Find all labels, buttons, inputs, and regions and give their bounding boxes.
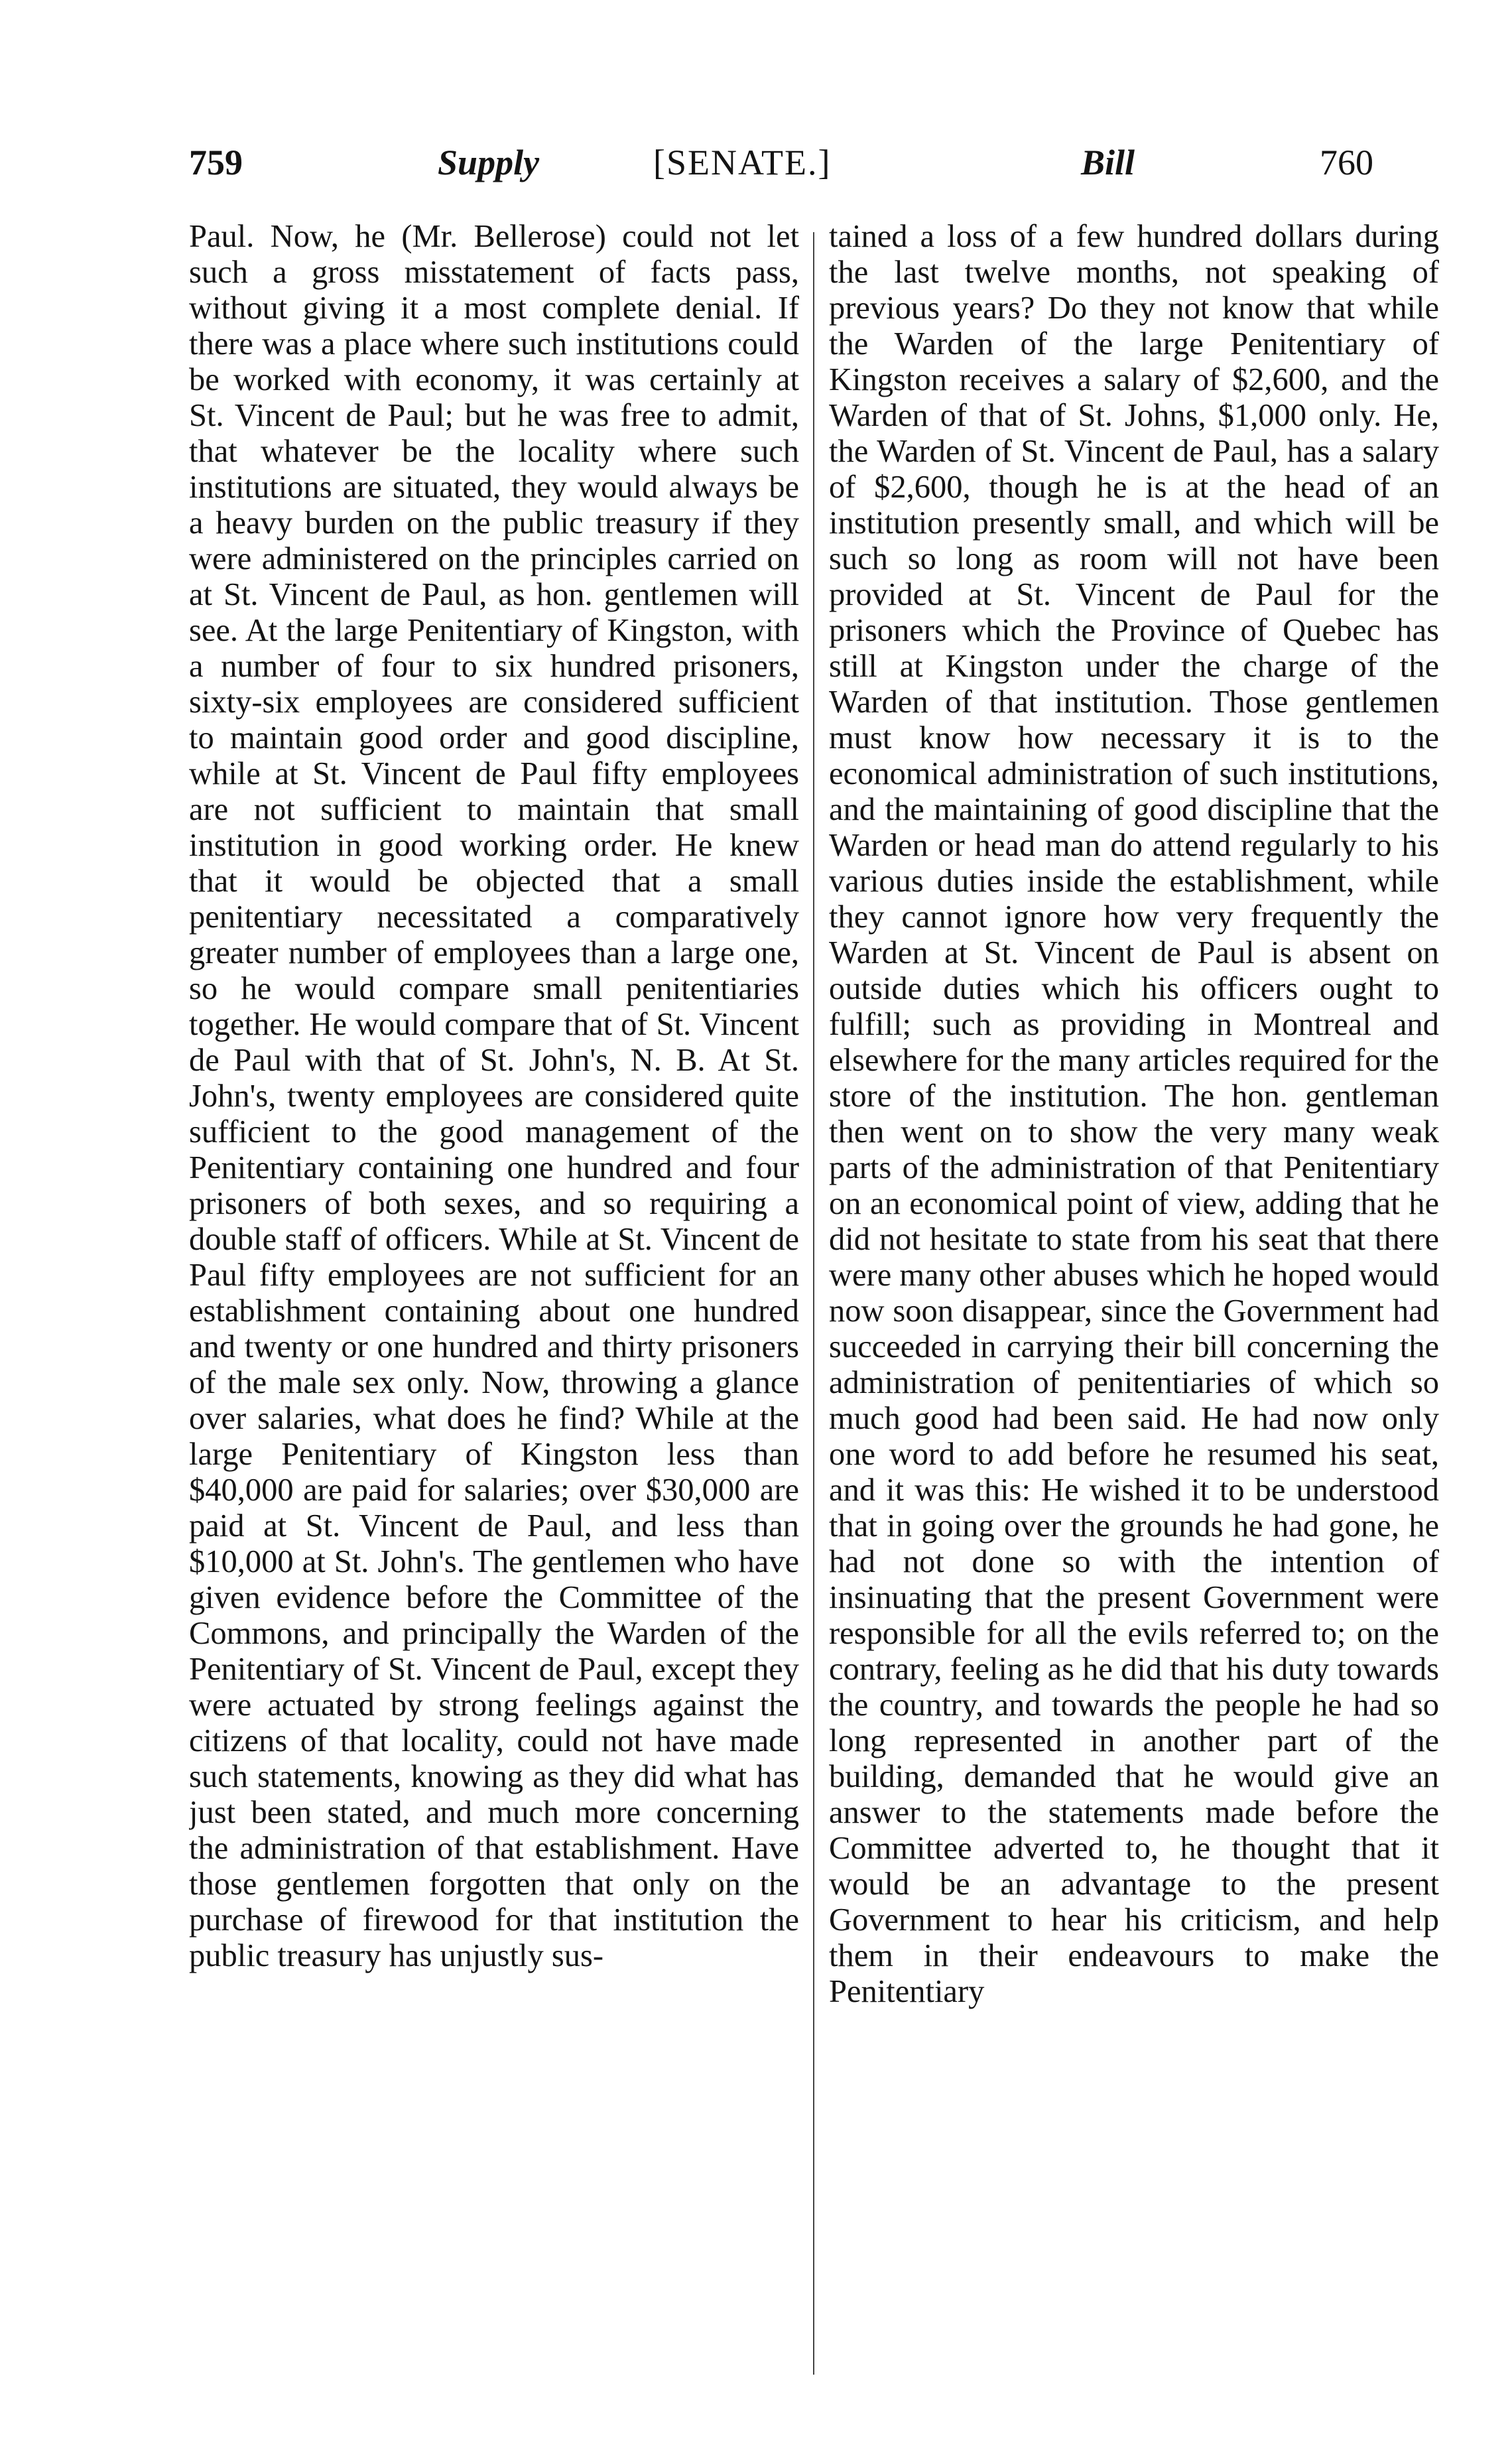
page-number-right: 760 [1320,143,1373,182]
running-head-left: Supply [438,143,540,182]
text-column-left [189,219,799,2381]
page-header [0,126,1512,199]
running-head-right: Bill [1081,143,1135,182]
column-right-text: tained a loss of a few hundred dollars during the last twelve months, not speaking of previous years? Do they not know that while the Warden of the large Penitentiary of Kingston receives a salary of $2,600, and the Warden of that of St. Johns, $1,000 only. He, the Warden of St. Vincent de Paul, has a salary of $2,600, though he is at the head of an institution presently small, and which will be such so long as room will not have been provided at St. Vincent de Paul for the prisoners which the Province of Quebec has still at Kingston under the charge of the Warden of that institution. Those gentlemen must know how necessary it is to the economical administration of such institutions, and the maintaining of good discipline that the Warden or head man do attend regularly to his various duties inside the establishment, while they cannot ignore how very frequently the Warden at St. Vincent de Paul is absent on outside duties which his officers ought to fulfill; such as providing in Montreal and elsewhere for the many articles required for the store of the institution. The hon. gentleman then went on to show the very many weak parts of the administration of that Penitentiary on an economical point of view, adding that he did not hesitate to state from his seat that there were many other abuses which he hoped would now soon disappear, since the Government had succeeded in carrying their bill concerning the administration of penitentiaries of which so much good had been said. He had now only one word to add before he resumed his seat, and it was this: He wished it to be understood that in going over the grounds he had gone, he had not done so with the intention of insinuating that the present Government were responsible for all the evils referred to; on the contrary, feeling as he did that his duty towards the country, and towards the people he had so long represented in another part of the building, demanded that he would give an answer to the statements made before the Committee adverted to, he thought that it would be an advantage to the present Government to hear his criticism, and help them in their endeavours to make the Penitentiary [829,219,1439,2009]
column-left-text: Paul. Now, he (Mr. Bellerose) could not let such a gross misstatement of facts pass, without giving it a most complete denial. If there was a place where such institutions could be worked with economy, it was certainly at St. Vincent de Paul; but he was free to admit, that whatever be the locality where such institutions are situated, they would always be a heavy burden on the public treasury if they were administered on the principles carried on at St. Vincent de Paul, as hon. gentlemen will see. At the large Penitentiary of Kingston, with a number of four to six hundred prisoners, sixty-six employees are considered sufficient to maintain good order and good discipline, while at St. Vincent de Paul fifty employees are not sufficient to maintain that small institution in good working order. He knew that it would be objected that a small penitentiary necessitated a comparatively greater number of employees than a large one, so he would compare small penitentiaries together. He would compare that of St. Vincent de Paul with that of St. John's, N. B. At St. John's, twenty employees are considered quite sufficient to the good management of the Penitentiary containing one hundred and four prisoners of both sexes, and so requiring a double staff of officers. While at St. Vincent de Paul fifty employees are not sufficient for an establishment containing about one hundred and twenty or one hundred and thirty prisoners of the male sex only. Now, throwing a glance over salaries, what does he find? While at the large Penitentiary of Kingston less than $40,000 are paid for salaries; over $30,000 are paid at St. Vincent de Paul, and less than $10,000 at St. John's. The gentlemen who have given evidence before the Committee of the Commons, and principally the Warden of the Penitentiary of St. Vincent de Paul, except they were actuated by strong feelings against the citizens of that locality, could not have made such statements, knowing as they did what has just been stated, and much more concerning the administration of that establishment. Have those gentlemen forgotten that only on the purchase of firewood for that institution the public treasury has unjustly sus- [189,219,799,1973]
column-divider [813,232,814,2375]
page-number-left: 759 [189,143,243,182]
text-column-right [829,219,1439,2381]
chamber-title: [SENATE.] [653,143,832,182]
